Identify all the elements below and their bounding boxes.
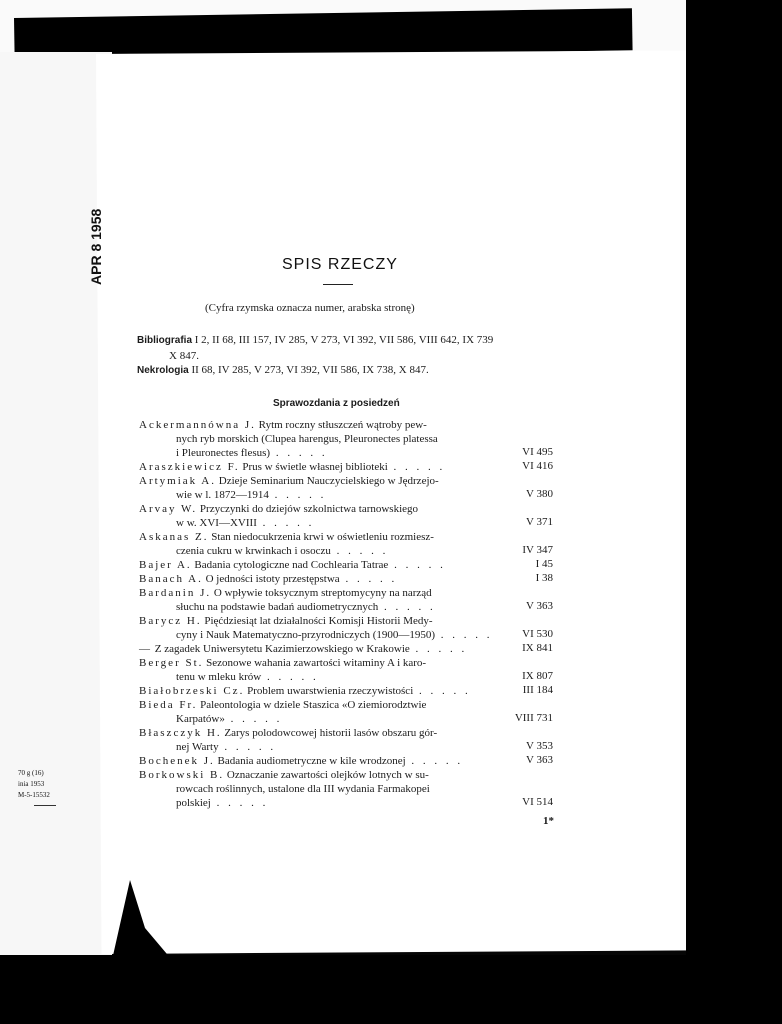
page-reference: VI 530 — [522, 628, 553, 640]
necrology-refs: II 68, IV 285, V 273, VI 392, VII 586, IX 738, X 847. — [191, 364, 429, 376]
entry-title: Pięćdziesiąt lat działalności Komisji Historii Medy- — [201, 615, 433, 627]
entry-title: Problem uwarstwienia rzeczywistości — [244, 685, 414, 697]
list-item-line — [139, 768, 429, 782]
list-item-line — [139, 698, 426, 712]
leader-dots: . . . . . — [270, 447, 328, 459]
leader-dots: . . . . . — [256, 517, 315, 529]
author-name: — — [139, 643, 152, 655]
list-item-line — [139, 642, 467, 656]
author-name: Borkowski B. — [139, 769, 225, 781]
page-reference: I 38 — [535, 572, 553, 584]
entry-title: Prus w świetle własnej biblioteki — [239, 461, 388, 473]
list-item-line — [176, 782, 430, 796]
page-reference: I 45 — [535, 558, 553, 570]
entry-title: O wpływie toksycznym streptomycyny na narząd — [211, 587, 432, 599]
scan-bottom-edge — [0, 955, 782, 1024]
date-stamp — [82, 95, 128, 285]
entry-title: Dzieje Seminarium Nauczycielskiego w Jędrzejo- — [216, 475, 439, 487]
list-item-line — [139, 684, 471, 698]
library-label-line: inia 1953 — [18, 780, 45, 788]
list-item-line — [176, 740, 276, 754]
entry-title: słuchu na podstawie badań audiometrycznych — [176, 601, 379, 613]
page-reference: V 353 — [526, 740, 553, 752]
list-item-line — [139, 656, 426, 670]
page-reference: IV 347 — [522, 544, 553, 556]
list-item-line — [139, 418, 427, 432]
entry-title: Zarys polodowcowej historii lasów obszaru gór- — [221, 727, 438, 739]
page-reference: VI 416 — [522, 460, 553, 472]
author-name: Araszkiewicz F. — [139, 461, 240, 473]
bibliography-line — [137, 334, 493, 346]
library-label — [18, 768, 78, 801]
author-name: Banach A. — [139, 573, 203, 585]
entry-title: i Pleuronectes flesus) — [176, 447, 271, 459]
list-item-line — [176, 796, 268, 810]
entry-title: nej Warty — [176, 741, 219, 753]
divider — [34, 805, 56, 806]
author-name: Ackermannówna J. — [139, 419, 256, 431]
leader-dots: . . . . . — [268, 489, 327, 501]
page-reference: VI 495 — [522, 446, 553, 458]
page-reference: III 184 — [522, 684, 553, 696]
list-item-line — [139, 586, 432, 600]
list-item-line — [139, 572, 397, 586]
leader-dots: . . . . . — [409, 643, 468, 655]
leader-dots: . . . . . — [261, 671, 319, 683]
entry-title: tenu w mleku krów — [176, 671, 262, 683]
entry-title: Karpatów» — [176, 713, 225, 725]
list-item-line — [139, 754, 463, 768]
entry-title: Badania cytologiczne nad Cochlearia Tatrae — [191, 559, 389, 571]
divider — [323, 284, 353, 285]
list-item-line — [176, 712, 282, 726]
list-item-line — [139, 474, 439, 488]
section-heading: Sprawozdania z posiedzeń — [273, 398, 400, 409]
entry-title: cyny i Nauk Matematyczno-przyrodniczych (1900—1950) — [176, 629, 436, 641]
necrology-line — [137, 364, 429, 376]
list-item-line — [176, 446, 328, 460]
list-item-line — [176, 600, 436, 614]
subtitle: (Cyfra rzymska oznacza numer, arabska stronę) — [205, 302, 415, 314]
stamp-text: APR 8 1958 — [88, 208, 104, 285]
entry-title: Przyczynki do dziejów szkolnictwa tarnowskiego — [197, 503, 419, 515]
library-label-line: M-5-15532 — [18, 791, 50, 799]
page-reference: V 363 — [526, 600, 553, 612]
library-label-line: 70 g (16) — [18, 769, 44, 777]
author-name: Arvay W. — [139, 503, 198, 515]
leader-dots: . . . . . — [378, 601, 436, 613]
page-reference: IX 807 — [522, 670, 553, 682]
leader-dots: . . . . . — [218, 741, 277, 753]
list-item-line — [176, 432, 438, 446]
bibliography-refs: I 2, II 68, III 157, IV 285, V 273, VI 392, VII 586, VIII 642, IX 739 — [194, 334, 494, 346]
leader-dots: . . . . . — [413, 685, 471, 697]
leader-dots: . . . . . — [224, 713, 283, 725]
list-item-line — [139, 502, 418, 516]
page-reference: V 371 — [526, 516, 553, 528]
entry-title: Oznaczanie zawartości olejków lotnych w su- — [224, 769, 429, 781]
sheet-signature: 1* — [543, 815, 554, 827]
author-name: Błaszczyk H. — [139, 727, 222, 739]
list-item-line — [176, 544, 388, 558]
author-name: Barycz H. — [139, 615, 202, 627]
page-title: SPIS RZECZY — [282, 256, 398, 273]
list-item-line — [176, 670, 319, 684]
list-item-line — [139, 614, 433, 628]
list-item-line — [139, 530, 434, 544]
author-name: Bochenek J. — [139, 755, 215, 767]
list-item-line — [176, 628, 493, 642]
bibliography-label: Bibliografia — [137, 335, 193, 346]
bibliography-line-2: X 847. — [169, 350, 199, 362]
list-item-line — [176, 516, 314, 530]
author-name: Askanas Z. — [139, 531, 209, 543]
leader-dots: . . . . . — [405, 755, 464, 767]
necrology-label: Nekrologia — [137, 365, 189, 376]
entry-title: polskiej — [176, 797, 211, 809]
list-item-line — [176, 488, 326, 502]
leader-dots: . . . . . — [339, 573, 398, 585]
page-reference: VI 514 — [522, 796, 553, 808]
entry-title: Paleontologia w dziele Staszica «O ziemiorodztwie — [197, 699, 427, 711]
entry-title: rowcach roślinnych, ustalone dla III wydania Farmakopei — [176, 783, 430, 795]
entry-title: Z zagadek Uniwersytetu Kazimierzowskiego w Krakowie — [152, 643, 410, 655]
page-reference: IX 841 — [522, 642, 553, 654]
list-item-line — [139, 726, 437, 740]
page-reference: VIII 731 — [514, 712, 553, 724]
page-reference: V 363 — [526, 754, 553, 766]
entry-title: czenia cukru w krwinkach i osoczu — [176, 545, 331, 557]
scan-right-edge — [686, 0, 782, 1024]
author-name: Bardanin J. — [139, 587, 212, 599]
leader-dots: . . . . . — [435, 629, 493, 641]
entry-title: Badania audiometryczne w kile wrodzonej — [214, 755, 406, 767]
leader-dots: . . . . . — [330, 545, 389, 557]
leader-dots: . . . . . — [388, 559, 446, 571]
entry-title: w w. XVI—XVIII — [176, 517, 257, 529]
page-reference: V 380 — [526, 488, 553, 500]
entry-title: Stan niedocukrzenia krwi w oświetleniu rozmiesz- — [208, 531, 434, 543]
list-item-line — [139, 558, 446, 572]
author-name: Bajer A. — [139, 559, 192, 571]
entry-title: Rytm roczny stłuszczeń wątroby pew- — [255, 419, 427, 431]
list-item-line — [139, 460, 445, 474]
leader-dots: . . . . . — [387, 461, 446, 473]
entry-title: nych ryb morskich (Clupea harengus, Pleuronectes platessa — [176, 433, 438, 445]
author-name: Bieda Fr. — [139, 699, 198, 711]
author-name: Białobrzeski Cz. — [139, 685, 245, 697]
entry-title: wie w l. 1872—1914 — [176, 489, 269, 501]
author-name: Berger St. — [139, 657, 204, 669]
leader-dots: . . . . . — [210, 797, 269, 809]
entry-title: O jedności istoty przestępstwa — [202, 573, 340, 585]
author-name: Artymiak A. — [139, 475, 216, 487]
entry-title: Sezonowe wahania zawartości witaminy A i karo- — [203, 657, 427, 669]
